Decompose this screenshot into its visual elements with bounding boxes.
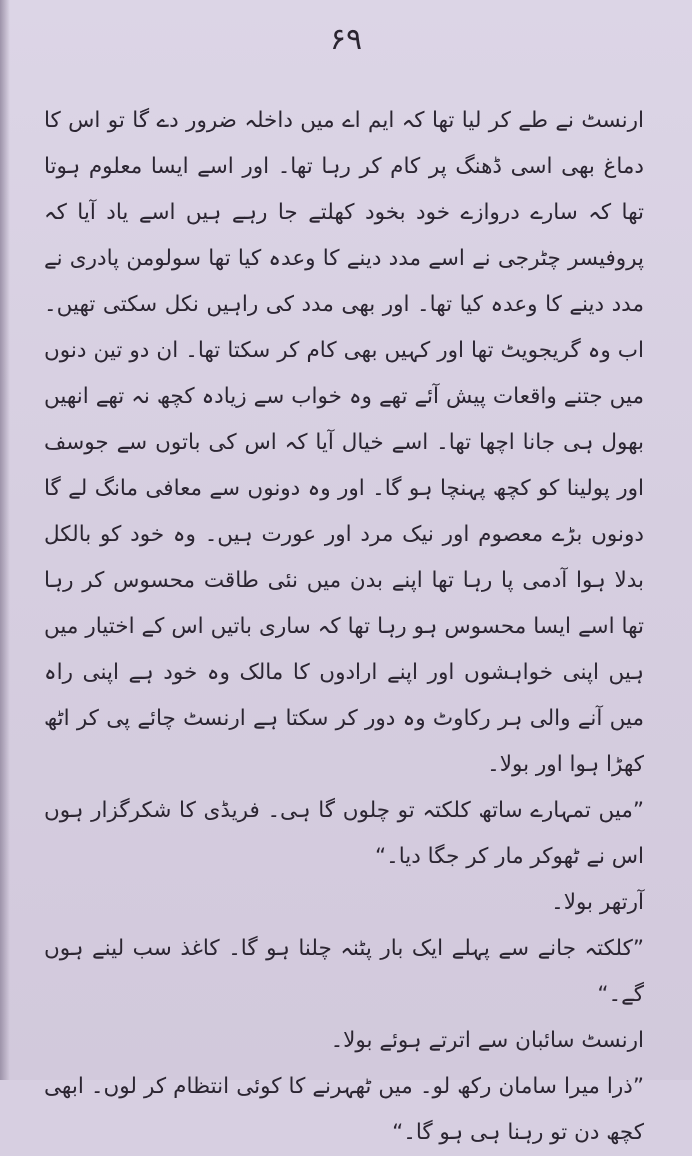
paragraph-narration: ارنسٹ نے طے کر لیا تھا کہ ایم اے میں داخلہ ضرور دے گا تو اس کا دماغ بھی اسی ڈھنگ پر کام کر رہا تھا۔ اور اسے ایسا معلوم ہوتا تھا کہ سارے دروازے خود بخود کھلتے جا رہے ہیں اسے یاد آیا کہ پروفیسر چٹرجی نے اسے مدد دینے کا وعدہ کیا تھا سولومن پادری نے مدد دینے کا وعدہ کیا تھا۔ اور بھی مدد کی راہیں نکل سکتی تھیں۔ اب وہ گریجویٹ تھا اور کہیں بھی کام کر سکتا تھا۔ ان دو تین دنوں میں جتنے واقعات پیش آئے تھے وہ خواب سے زیادہ کچھ نہ تھے انھیں بھول ہی جانا اچھا تھا۔ اسے خیال آیا کہ اس کی باتوں سے جوسف اور پولینا کو کچھ پہنچا ہو گا۔ اور وہ دونوں سے معافی مانگ لے گا دونوں بڑے معصوم اور نیک مرد اور عورت ہیں۔ وہ خود کو بالکل بدلا ہوا آدمی پا رہا تھا اپنے بدن میں نئی طاقت محسوس کر رہا تھا اسے ایسا محسوس ہو رہا تھا کہ ساری باتیں اس کے اختیار میں ہیں اپنی خواہشوں اور اپنے ارادوں کا مالک وہ خود ہے اپنی راہ میں آنے والی ہر رکاوٹ وہ دور کر سکتا ہے ارنسٹ چائے پی کر اٹھ کھڑا ہوا اور بولا۔ [44,108,644,777]
paragraph-dialogue-ernest: ”میں تمہارے ساتھ کلکتہ تو چلوں گا ہی۔ فریڈی کا شکرگزار ہوں اس نے ٹھوکر مار کر جگا دیا۔“ [44,798,644,869]
paragraph-dialogue-ernest-2: ”ذرا میرا سامان رکھ لو۔ میں ٹھہرنے کا کوئی انتظام کر لوں۔ ابھی کچھ دن تو رہنا ہی ہو گا۔“ [44,1074,644,1145]
paragraph-arthur-said: آرتھر بولا۔ [551,890,644,915]
page-body-text [44,98,644,1156]
page-edge-shadow [0,0,10,1080]
page-number: ۶۹ [329,22,363,57]
paragraph-ernest-said: ارنسٹ سائبان سے اترتے ہوئے بولا۔ [330,1028,644,1053]
paragraph-dialogue-arthur: ”کلکتہ جانے سے پہلے ایک بار پٹنہ چلنا ہو گا۔ کاغذ سب لینے ہوں گے۔“ [44,936,644,1007]
